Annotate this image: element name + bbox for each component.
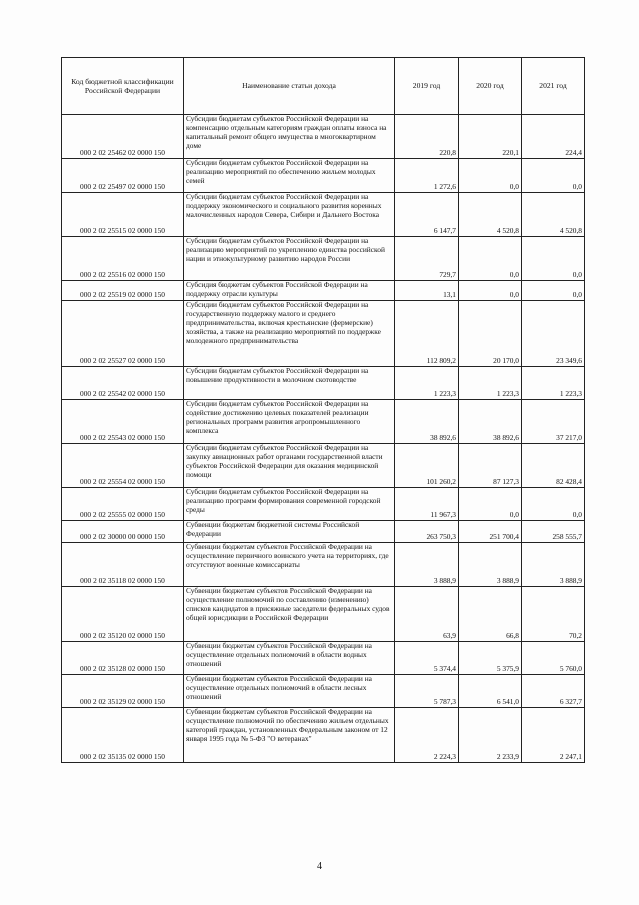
- row-value-2020: 87 127,3: [459, 444, 522, 488]
- table-row: [62, 543, 585, 587]
- row-value-2019: 13,1: [395, 281, 459, 301]
- row-value-2021: 4 520,8: [522, 193, 585, 237]
- table-row: [62, 237, 585, 281]
- row-code: 000 2 02 25516 02 0000 150: [62, 237, 184, 281]
- row-code: 000 2 02 25497 02 0000 150: [62, 159, 184, 193]
- row-value-2021: 0,0: [522, 159, 585, 193]
- row-value-2020: 0,0: [459, 488, 522, 521]
- row-code: 000 2 02 35135 02 0000 150: [62, 708, 184, 763]
- row-value-2019: 2 224,3: [395, 708, 459, 763]
- row-name: Субсидии бюджетам субъектов Российской Федерации на реализацию мероприятий по укреплению единства российской нации и этнокультурному развитию народов России: [184, 237, 395, 281]
- row-value-2021: 5 760,0: [522, 642, 585, 675]
- row-name: Субсидии бюджетам субъектов Российской Федерации на реализацию программ формирования современной городской среды: [184, 488, 395, 521]
- table-row: [62, 115, 585, 159]
- row-value-2019: 3 888,9: [395, 543, 459, 587]
- row-name: Субвенции бюджетам бюджетной системы Российской Федерации: [184, 521, 395, 543]
- row-code: 000 2 02 25519 02 0000 150: [62, 281, 184, 301]
- table-row: [62, 367, 585, 400]
- row-name: Субвенции бюджетам субъектов Российской Федерации на осуществление отдельных полномочий в области лесных отношений: [184, 675, 395, 708]
- table-row: [62, 301, 585, 367]
- row-value-2019: 6 147,7: [395, 193, 459, 237]
- header-code: Код бюджетной классификации Российской Федерации: [62, 58, 184, 115]
- table-row: [62, 193, 585, 237]
- page-number: 4: [317, 861, 322, 872]
- row-value-2019: 5 787,3: [395, 675, 459, 708]
- row-name: Субсидии бюджетам субъектов Российской Федерации на содействие достижению целевых показателей реализации региональных программ развития агропромышленного комплекса: [184, 400, 395, 444]
- table-row: [62, 521, 585, 543]
- row-value-2019: 1 272,6: [395, 159, 459, 193]
- row-name: Субсидии бюджетам субъектов Российской Федерации на компенсацию отдельным категориям граждан оплаты взноса на капитальный ремонт общего имущества в многоквартирном доме: [184, 115, 395, 159]
- row-code: 000 2 02 25555 02 0000 150: [62, 488, 184, 521]
- row-name: Субсидии бюджетам субъектов Российской Федерации на государственную поддержку малого и среднего предпринимательства, включая крестьянские (фермерские) хозяйства, а также на реализацию мероприятий по поддержке молодежного предпринимательства: [184, 301, 395, 367]
- row-value-2020: 220,1: [459, 115, 522, 159]
- row-value-2019: 38 892,6: [395, 400, 459, 444]
- header-name: Наименование статьи дохода: [184, 58, 395, 115]
- header-2020: 2020 год: [459, 58, 522, 115]
- row-value-2021: 0,0: [522, 237, 585, 281]
- row-name: Субсидии бюджетам субъектов Российской Федерации на реализацию мероприятий по обеспечению жильем молодых семей: [184, 159, 395, 193]
- row-value-2020: 66,8: [459, 587, 522, 642]
- row-value-2021: 1 223,3: [522, 367, 585, 400]
- row-name: Субсидии бюджетам субъектов Российской Федерации на повышение продуктивности в молочном скотоводстве: [184, 367, 395, 400]
- row-code: 000 2 02 25543 02 0000 150: [62, 400, 184, 444]
- row-name: Субсидия бюджетам субъектов Российской Федерации на поддержку отрасли культуры: [184, 281, 395, 301]
- row-value-2020: 20 170,0: [459, 301, 522, 367]
- row-value-2019: 11 967,3: [395, 488, 459, 521]
- table-row: [62, 587, 585, 642]
- row-value-2020: 5 375,9: [459, 642, 522, 675]
- row-value-2019: 112 809,2: [395, 301, 459, 367]
- row-value-2020: 2 233,9: [459, 708, 522, 763]
- table-row: [62, 642, 585, 675]
- row-value-2021: 70,2: [522, 587, 585, 642]
- row-value-2020: 251 700,4: [459, 521, 522, 543]
- row-value-2019: 220,8: [395, 115, 459, 159]
- row-value-2020: 1 223,3: [459, 367, 522, 400]
- row-code: 000 2 02 35120 02 0000 150: [62, 587, 184, 642]
- row-name: Субсидии бюджетам субъектов Российской Федерации на закупку авиационных работ органами государственной власти субъектов Российской Федерации для оказания медицинской помощи: [184, 444, 395, 488]
- row-name: Субвенции бюджетам субъектов Российской Федерации на осуществление отдельных полномочий в области водных отношений: [184, 642, 395, 675]
- row-code: 000 2 02 25542 02 0000 150: [62, 367, 184, 400]
- table-row: [62, 400, 585, 444]
- row-code: 000 2 02 35128 02 0000 150: [62, 642, 184, 675]
- table-row: [62, 488, 585, 521]
- row-value-2020: 3 888,9: [459, 543, 522, 587]
- row-value-2019: 101 260,2: [395, 444, 459, 488]
- row-value-2021: 82 428,4: [522, 444, 585, 488]
- row-code: 000 2 02 25462 02 0000 150: [62, 115, 184, 159]
- table-row: [62, 675, 585, 708]
- row-value-2021: 0,0: [522, 488, 585, 521]
- row-code: 000 2 02 35129 02 0000 150: [62, 675, 184, 708]
- row-value-2019: 729,7: [395, 237, 459, 281]
- row-code: 000 2 02 25554 02 0000 150: [62, 444, 184, 488]
- row-value-2020: 0,0: [459, 281, 522, 301]
- table-row: [62, 159, 585, 193]
- row-name: Субвенции бюджетам субъектов Российской Федерации на осуществление первичного воинского учета на территориях, где отсутствуют военные комиссариаты: [184, 543, 395, 587]
- row-value-2021: 6 327,7: [522, 675, 585, 708]
- row-value-2020: 6 541,0: [459, 675, 522, 708]
- row-code: 000 2 02 25527 02 0000 150: [62, 301, 184, 367]
- revenue-table: [61, 57, 585, 763]
- header-2019: 2019 год: [395, 58, 459, 115]
- row-name: Субвенции бюджетам субъектов Российской Федерации на осуществление полномочий по составлению (изменению) списков кандидатов в присяжные заседатели федеральных судов общей юрисдикции в Российской Федерации: [184, 587, 395, 642]
- table-header: [62, 58, 585, 115]
- row-value-2020: 4 520,8: [459, 193, 522, 237]
- row-code: 000 2 02 35118 02 0000 150: [62, 543, 184, 587]
- row-value-2019: 263 750,3: [395, 521, 459, 543]
- table-body: [62, 115, 585, 763]
- row-value-2020: 38 892,6: [459, 400, 522, 444]
- row-value-2020: 0,0: [459, 237, 522, 281]
- row-value-2021: 258 555,7: [522, 521, 585, 543]
- table-row: [62, 281, 585, 301]
- row-value-2019: 63,9: [395, 587, 459, 642]
- table-row: [62, 708, 585, 763]
- row-value-2019: 1 223,3: [395, 367, 459, 400]
- table-row: [62, 444, 585, 488]
- row-value-2021: 224,4: [522, 115, 585, 159]
- row-value-2021: 37 217,0: [522, 400, 585, 444]
- row-code: 000 2 02 30000 00 0000 150: [62, 521, 184, 543]
- row-value-2021: 23 349,6: [522, 301, 585, 367]
- row-name: Субвенции бюджетам субъектов Российской Федерации на осуществление полномочий по обеспечению жильем отдельных категорий граждан, установленных Федеральным законом от 12 января 1995 года № 5-ФЗ "О ветеранах": [184, 708, 395, 763]
- row-code: 000 2 02 25515 02 0000 150: [62, 193, 184, 237]
- row-value-2021: 3 888,9: [522, 543, 585, 587]
- row-value-2019: 5 374,4: [395, 642, 459, 675]
- row-value-2020: 0,0: [459, 159, 522, 193]
- header-2021: 2021 год: [522, 58, 585, 115]
- row-value-2021: 0,0: [522, 281, 585, 301]
- row-name: Субсидии бюджетам субъектов Российской Федерации на поддержку экономического и социального развития коренных малочисленных народов Севера, Сибири и Дальнего Востока: [184, 193, 395, 237]
- row-value-2021: 2 247,1: [522, 708, 585, 763]
